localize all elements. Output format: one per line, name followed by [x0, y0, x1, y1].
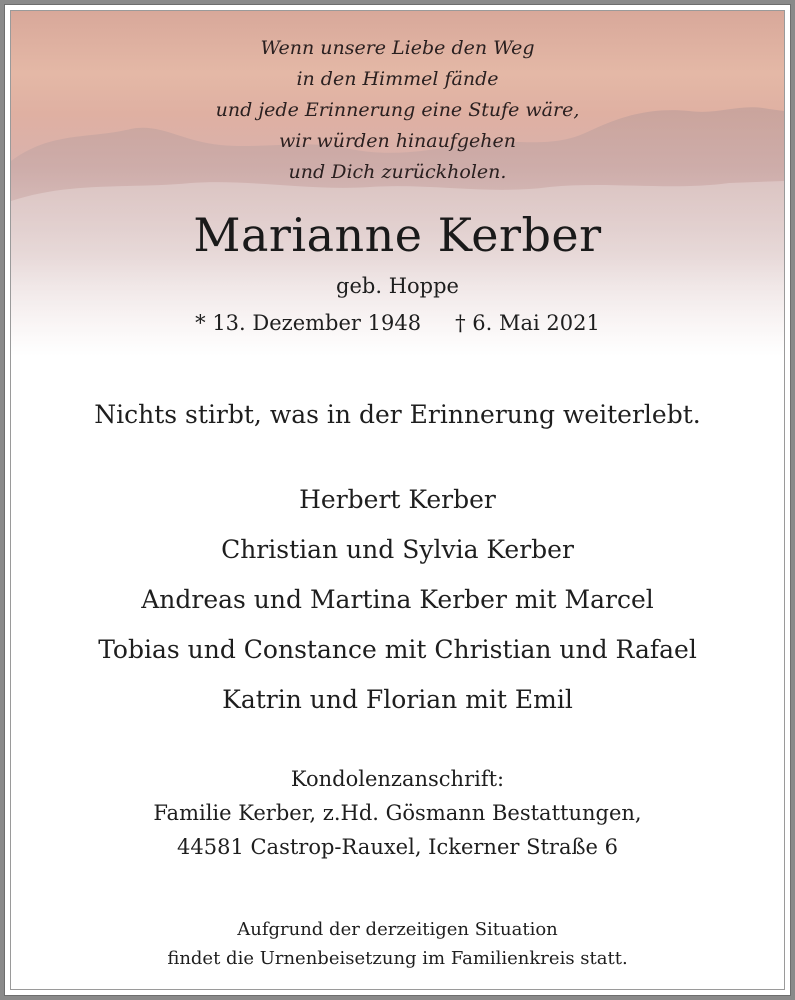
notice-line: Aufgrund der derzeitigen Situation	[237, 919, 558, 940]
mourner-line: Tobias und Constance mit Christian und Rafael	[98, 635, 697, 664]
life-dates	[5, 308, 790, 338]
poem-line: Wenn unsere Liebe den Weg	[260, 37, 535, 59]
deceased-name: Marianne Kerber	[193, 208, 602, 262]
notice-line: findet die Urnenbeisetzung im Familienkreis statt.	[167, 948, 628, 969]
poem	[11, 33, 784, 188]
address-line: Familie Kerber, z.Hd. Gösmann Bestattungen,	[153, 801, 642, 825]
mourner-line: Christian und Sylvia Kerber	[221, 535, 574, 564]
motto: Nichts stirbt, was in der Erinnerung weiterlebt.	[94, 400, 701, 429]
address-line: 44581 Castrop-Rauxel, Ickerner Straße 6	[177, 835, 618, 859]
mourners-list	[5, 475, 790, 725]
address-heading: Kondolenzanschrift:	[290, 767, 505, 791]
mourner-line: Herbert Kerber	[299, 485, 496, 514]
birth-date: * 13. Dezember 1948	[195, 311, 422, 335]
death-date: † 6. Mai 2021	[455, 311, 600, 335]
poem-line: und jede Erinnerung eine Stufe wäre,	[215, 99, 580, 121]
mourner-line: Katrin und Florian mit Emil	[222, 685, 573, 714]
maiden-name: geb. Hoppe	[336, 274, 459, 298]
sunset-background-image	[11, 11, 784, 356]
mourner-line: Andreas und Martina Kerber mit Marcel	[141, 585, 654, 614]
burial-notice	[5, 915, 790, 973]
poem-line: und Dich zurückholen.	[288, 161, 507, 183]
obituary-card	[4, 4, 791, 996]
condolence-address	[5, 762, 790, 864]
poem-line: wir würden hinaufgehen	[279, 130, 516, 152]
poem-line: in den Himmel fände	[296, 68, 499, 90]
